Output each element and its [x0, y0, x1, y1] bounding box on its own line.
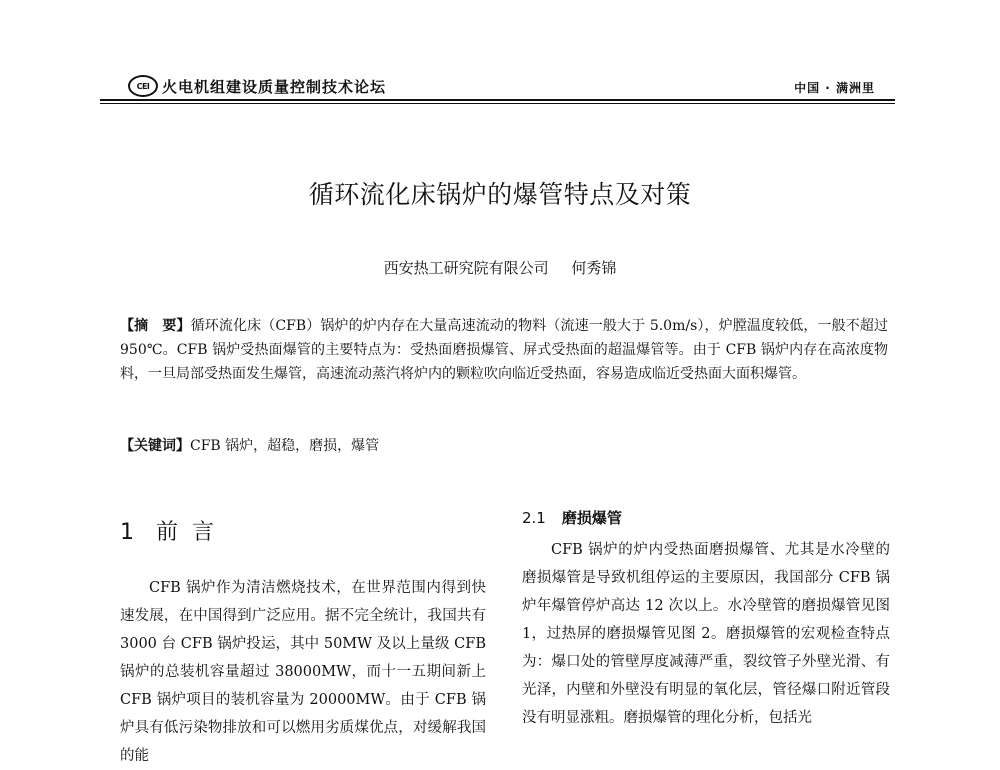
left-column	[120, 574, 486, 770]
organization: 西安热工研究院有限公司	[383, 259, 549, 277]
section-1-title: 前言	[156, 520, 229, 545]
abstract	[120, 314, 888, 386]
section-1-number: 1	[120, 520, 134, 545]
abstract-label: 【摘 要】	[120, 318, 191, 334]
logo-text: CEI	[136, 81, 150, 91]
section-2-1-heading	[522, 507, 622, 528]
section-1-heading	[120, 515, 228, 546]
journal-logo-icon	[128, 75, 158, 97]
keywords-label: 【关键词】	[120, 438, 190, 454]
header-author-tag: 中国 · 满洲里	[794, 81, 875, 95]
section-2-1-paragraph: CFB 锅炉的炉内受热面磨损爆管、尤其是水冷壁的磨损爆管是导致机组停运的主要原因，我国部分 CFB 锅炉年爆管停炉高达 12 次以上。水冷壁管的磨损爆管见图 1，过热屏的磨损爆管见图 2。磨损爆管的宏观检查特点为：爆口处的管壁厚度减薄严重，裂纹管子外壁光滑、有光泽，内壁和外壁没有明显的氧化层，管径爆口附近管段没有明显涨粗。磨损爆管的理化分析，包括光	[522, 542, 890, 726]
running-header	[100, 73, 895, 103]
header-rule-thick	[100, 99, 895, 101]
affiliation-line	[0, 257, 1000, 278]
header-rule-thin	[100, 103, 895, 104]
keywords	[120, 434, 888, 458]
journal-title: 火电机组建设质量控制技术论坛	[162, 78, 387, 96]
section-1-paragraph: CFB 锅炉作为清洁燃烧技术，在世界范围内得到快速发展，在中国得到广泛应用。据不完全统计，我国共有 3000 台 CFB 锅炉投运，其中 50MW 及以上量级 CFB 锅炉的总装机容量超过 38000MW，而十一五期间新上 CFB 锅炉项目的装机容量为 20000MW。由于 CFB 锅炉具有低污染物排放和可以燃用劣质煤优点，对缓解我国的能	[120, 580, 486, 764]
abstract-text: 循环流化床（CFB）锅炉的炉内存在大量高速流动的物料（流速一般大于 5.0m/s），炉膛温度较低，一般不超过 950℃。CFB 锅炉受热面爆管的主要特点为：受热面磨损爆管、屏式受热面的超温爆管等。由于 CFB 锅炉内存在高浓度物料，一旦局部受热面发生爆管，高速流动蒸汽将炉内的颗粒吹向临近受热面，容易造成临近受热面大面积爆管。	[120, 318, 889, 382]
paper-title: 循环流化床锅炉的爆管特点及对策	[308, 180, 692, 209]
section-2-1-title: 磨损爆管	[561, 509, 622, 527]
keywords-text: CFB 锅炉，超稳，磨损，爆管	[190, 438, 380, 454]
author-name: 何秀锦	[571, 259, 617, 277]
section-2-1-number: 2.1	[522, 509, 546, 527]
right-column	[522, 536, 890, 732]
